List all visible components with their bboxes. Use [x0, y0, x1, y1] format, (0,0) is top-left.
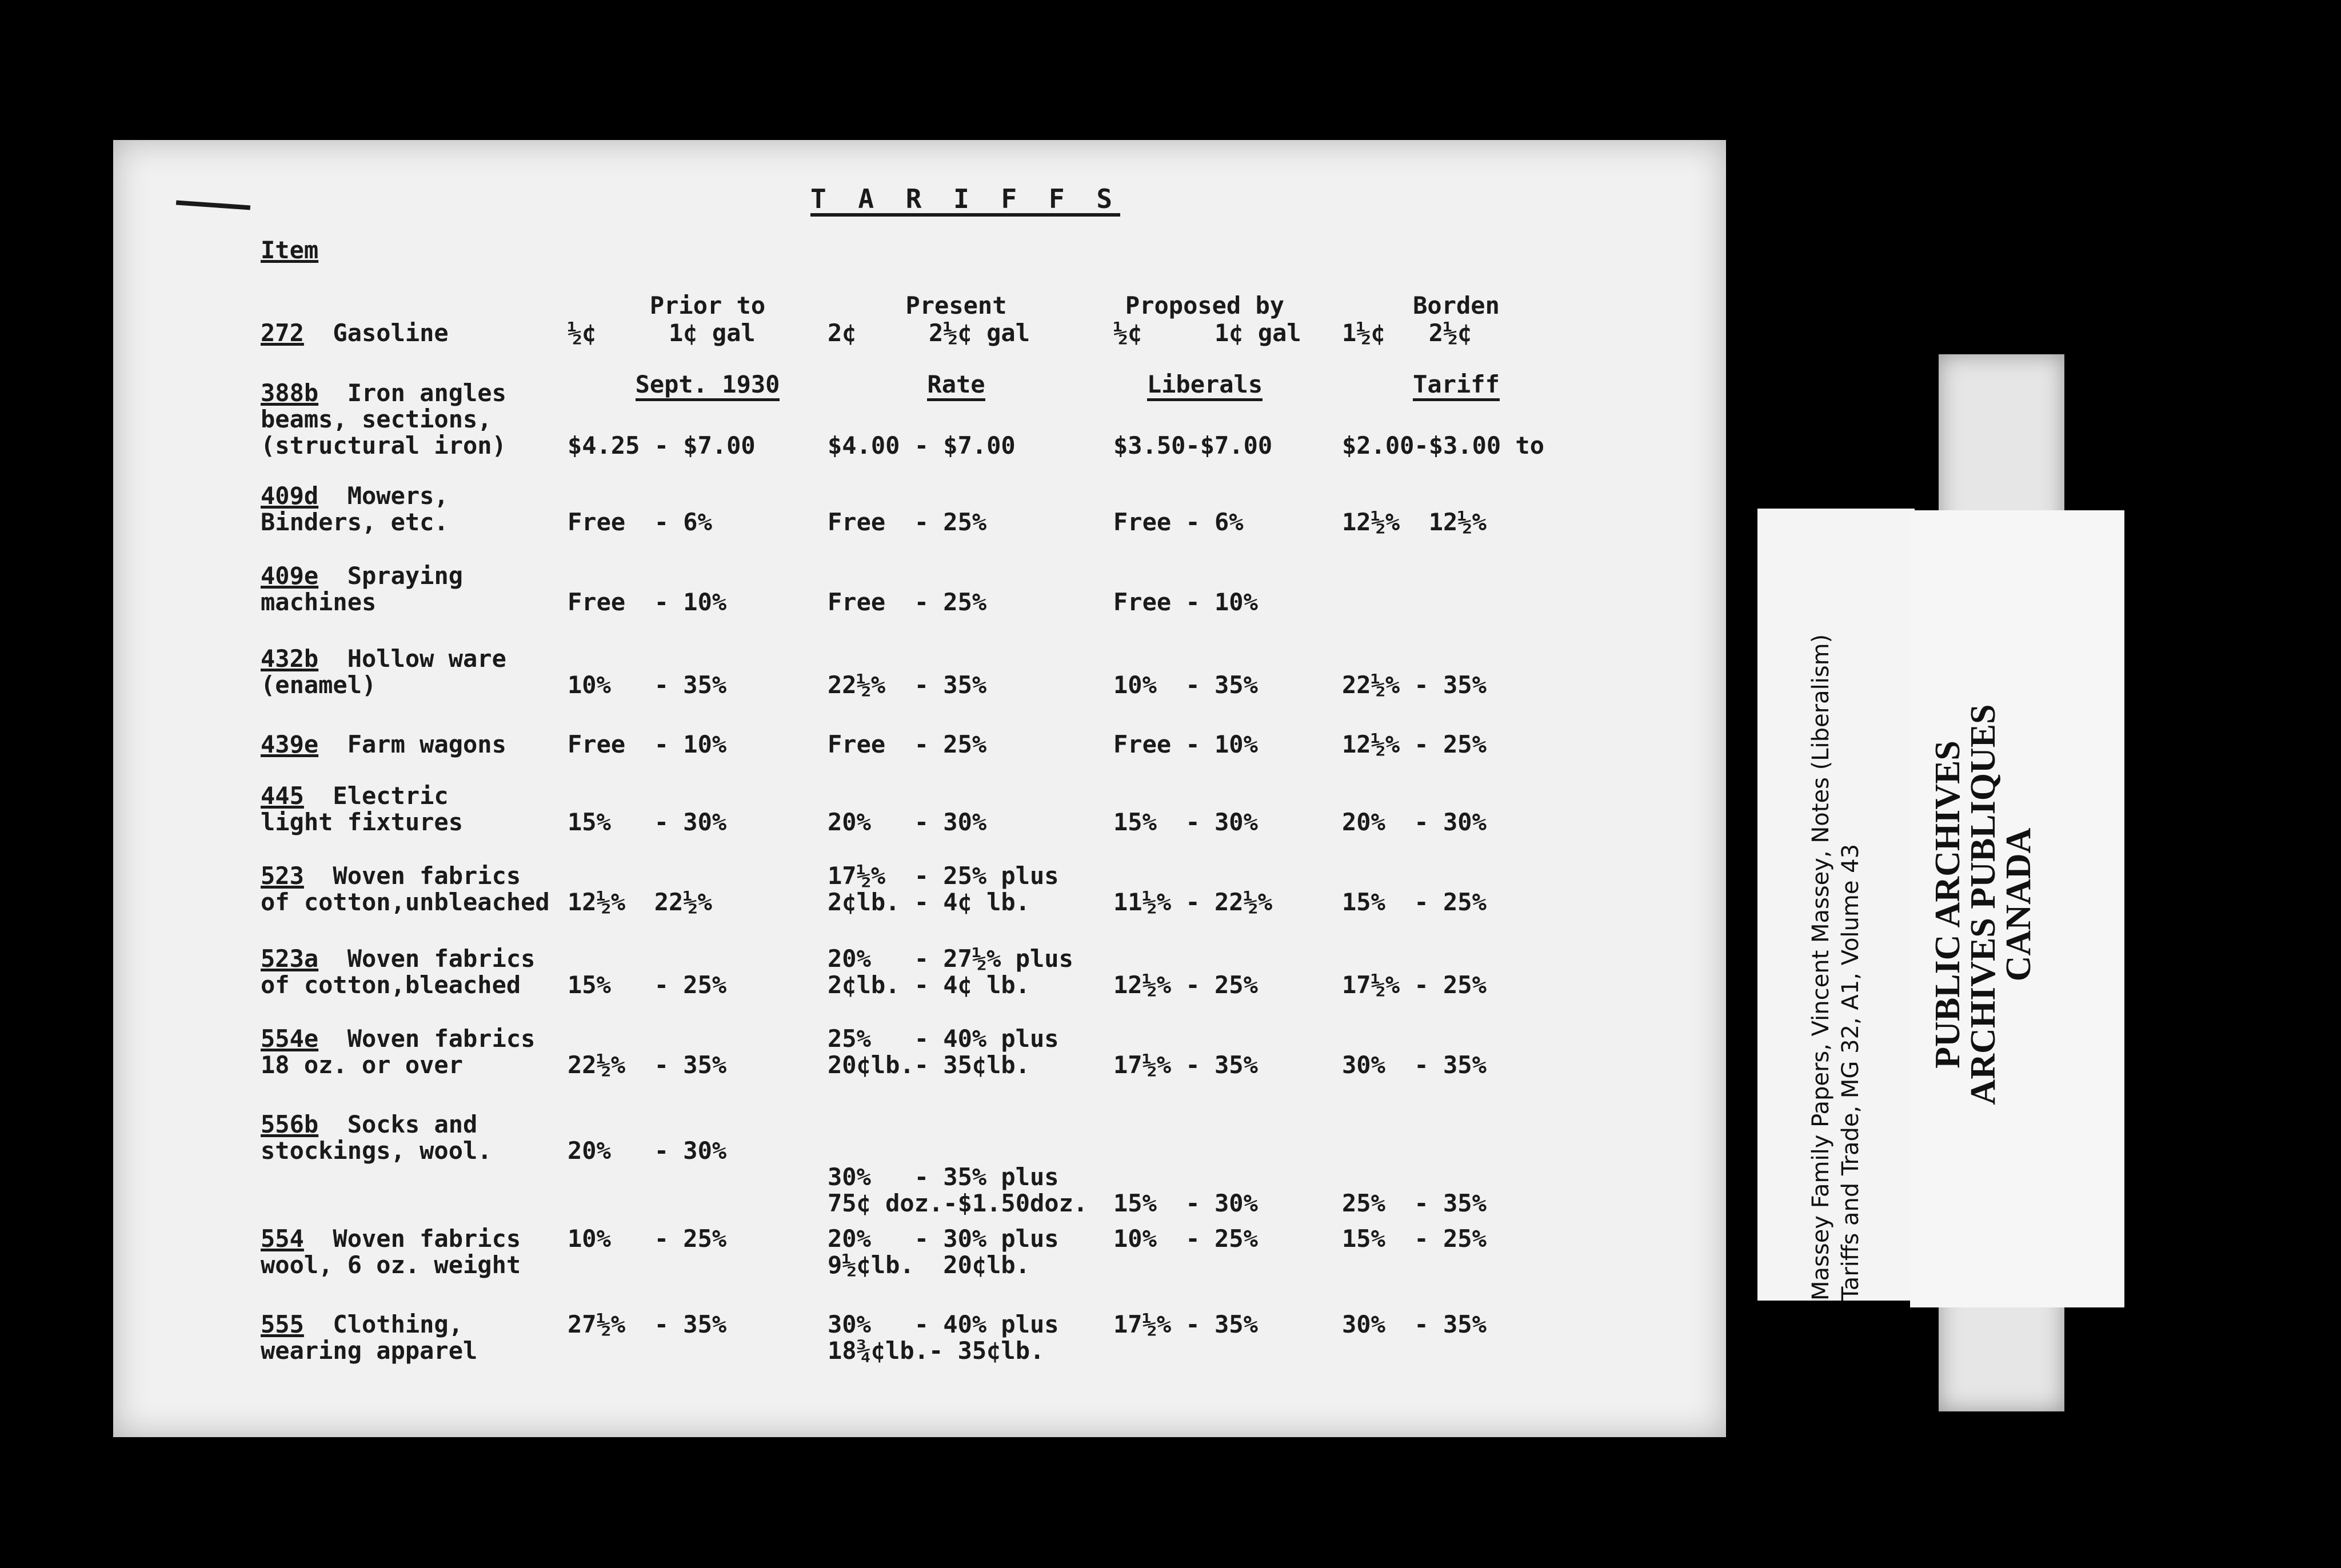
rate-borden: [1342, 563, 1356, 615]
rate-line: 17½% - 35%: [1113, 1051, 1258, 1079]
rate-line: 20% - 30%: [828, 808, 987, 836]
header-proposed-line2: Liberals: [1147, 370, 1263, 401]
rate-line: 75¢ doz.-$1.50doz.: [828, 1189, 1088, 1217]
rate-line: [828, 380, 1016, 406]
item-code: 388b: [261, 379, 319, 407]
rate-line: [568, 1252, 726, 1278]
rate-present: [828, 1026, 1059, 1078]
rate-line: [1342, 483, 1487, 509]
rate-line: 25% - 35%: [1342, 1189, 1487, 1217]
item-desc-line: (structural iron): [261, 431, 506, 459]
rate-line: 15% - 25%: [1342, 888, 1487, 916]
rate-prior: [568, 1111, 726, 1217]
item-desc-line: stockings, wool.: [261, 1137, 492, 1165]
archive-label-line2: Tariffs and Trade, MG 32, A1, Volume 43: [1837, 843, 1864, 1301]
rate-line: 11½% - 22½%: [1113, 888, 1273, 916]
rate-line: ½¢ 1¢ gal: [1113, 319, 1301, 347]
rate-borden: [1342, 380, 1544, 459]
rate-line: 15% - 25%: [568, 971, 727, 999]
rate-line: Free - 25%: [828, 588, 987, 616]
rate-prior: [568, 731, 726, 758]
rate-proposed: [1113, 380, 1272, 459]
rate-proposed: [1113, 946, 1258, 998]
rate-line: [568, 783, 726, 809]
rate-line: 10% - 35%: [1113, 671, 1258, 699]
rate-line: 15% - 30%: [568, 808, 727, 836]
rate-line: [1113, 406, 1272, 433]
rate-line: [1113, 946, 1258, 972]
rate-line: 12½% - 25%: [1113, 971, 1258, 999]
item-description: [261, 863, 550, 915]
rate-line: [568, 406, 756, 433]
rate-line: [828, 483, 986, 509]
rate-line: [1113, 1252, 1258, 1278]
item-description: [261, 731, 506, 758]
rate-line: 30% - 35%: [1342, 1051, 1487, 1079]
rate-line: [1342, 783, 1487, 809]
rate-line: 12½% 22½%: [568, 888, 712, 916]
rate-line: 2¢ 2½¢ gal: [828, 319, 1030, 347]
item-desc-line: 18 oz. or over: [261, 1051, 464, 1079]
rate-prior: [568, 783, 726, 835]
rate-line: 20% - 30% plus: [828, 1225, 1059, 1253]
item-description: [261, 1026, 535, 1078]
rate-line: [1342, 1026, 1487, 1052]
rate-proposed: [1113, 1311, 1258, 1364]
rate-line: 30% - 35% plus: [828, 1163, 1059, 1191]
header-proposed-line1: Proposed by: [1125, 291, 1285, 319]
rate-line: [568, 1026, 726, 1052]
item-description: [261, 783, 463, 835]
archive-stamp-line3: CANADA: [1999, 827, 2038, 982]
rate-line: [1342, 589, 1356, 615]
rate-line: 12½% 12½%: [1342, 508, 1487, 536]
item-desc-line: Woven fabrics: [318, 945, 536, 973]
rate-borden: [1342, 1026, 1487, 1078]
rate-line: [1342, 406, 1544, 433]
item-description: [261, 646, 506, 698]
rate-line: [828, 406, 1016, 433]
rate-line: [1342, 646, 1487, 672]
archive-label-text: [1806, 509, 1865, 1301]
rate-present: [828, 1311, 1059, 1364]
rate-borden: [1342, 483, 1487, 535]
rate-borden: [1342, 783, 1487, 835]
item-desc-line: beams, sections,: [261, 405, 492, 433]
header-present-line2: Rate: [927, 370, 985, 401]
rate-line: 15% - 30%: [1113, 1189, 1258, 1217]
rate-line: ½¢ 1¢ gal: [568, 319, 756, 347]
rate-prior: [568, 320, 756, 346]
rate-line: 15% - 25%: [1342, 1225, 1487, 1253]
item-desc-line: machines: [261, 588, 377, 616]
item-description: [261, 1226, 521, 1278]
rate-present: [828, 563, 986, 615]
rate-line: [1113, 1111, 1258, 1138]
item-description: [261, 483, 449, 535]
rate-line: [1342, 1138, 1487, 1164]
rate-line: 20% - 30%: [1342, 808, 1487, 836]
rate-line: $4.25 - $7.00: [568, 431, 756, 459]
item-description: [261, 946, 535, 998]
item-desc-line: Gasoline: [303, 319, 449, 347]
header-item: Item: [261, 236, 319, 264]
item-code: 432b: [261, 645, 319, 673]
item-desc-line: Woven fabrics: [303, 862, 521, 890]
header-prior-line1: Prior to: [649, 291, 766, 319]
rate-line: $4.00 - $7.00: [828, 431, 1016, 459]
rate-line: [568, 1164, 726, 1190]
rate-line: [1113, 483, 1244, 509]
rate-line: [1113, 563, 1258, 589]
rate-line: 10% - 25%: [1113, 1225, 1258, 1253]
rate-line: [1342, 1111, 1487, 1138]
rate-borden: [1342, 1226, 1487, 1278]
header-borden-line1: Borden: [1413, 291, 1500, 319]
header-present-line1: Present: [905, 291, 1007, 319]
item-code: 556b: [261, 1110, 319, 1138]
item-desc-line: of cotton,unbleached: [261, 888, 550, 916]
item-desc-line: Electric: [303, 782, 449, 810]
item-desc-line: (enamel): [261, 671, 377, 699]
rate-borden: [1342, 646, 1487, 698]
rate-line: [1113, 380, 1272, 406]
rate-line: [1342, 563, 1356, 589]
item-desc-line: Woven fabrics: [318, 1025, 536, 1053]
rate-borden: [1342, 320, 1472, 346]
item-code: 554: [261, 1225, 304, 1253]
document-title: T A R I F F S: [810, 186, 1120, 217]
rate-borden: [1342, 1111, 1487, 1217]
rate-line: [1113, 863, 1272, 889]
rate-line: [568, 946, 726, 972]
rate-present: [828, 1226, 1059, 1278]
item-code: 409d: [261, 482, 319, 510]
rate-line: [828, 1138, 1088, 1164]
rate-proposed: [1113, 563, 1258, 615]
rate-line: 17½% - 35%: [1113, 1310, 1258, 1338]
item-code: 439e: [261, 730, 319, 758]
rate-present: [828, 483, 986, 535]
rate-line: 10% - 35%: [568, 671, 727, 699]
rate-line: Free - 25%: [828, 508, 987, 536]
rate-borden: [1342, 1311, 1487, 1364]
rate-line: [1342, 1338, 1487, 1364]
item-desc-line: [261, 1164, 492, 1190]
item-code: 555: [261, 1310, 304, 1338]
rate-line: [1342, 380, 1544, 406]
header-borden-line2: Tariff: [1413, 370, 1500, 401]
rate-line: 15% - 30%: [1113, 808, 1258, 836]
item-desc-line: Spraying: [318, 562, 464, 590]
item-desc-line: Woven fabrics: [303, 1225, 521, 1253]
rate-line: [568, 646, 726, 672]
item-desc-line: Iron angles: [318, 379, 506, 407]
rate-line: $2.00-$3.00 to: [1342, 431, 1545, 459]
item-desc-line: wool, 6 oz. weight: [261, 1251, 521, 1279]
header-prior-line2: Sept. 1930: [636, 370, 780, 401]
item-code: 445: [261, 782, 304, 810]
rate-line: 27½% - 35%: [568, 1310, 727, 1338]
rate-line: 17½% - 25%: [1342, 971, 1487, 999]
rate-line: 2¢lb. - 4¢ lb.: [828, 888, 1030, 916]
item-description: [261, 1311, 477, 1364]
rate-proposed: [1113, 1111, 1258, 1217]
archive-stamp-line1: PUBLIC ARCHIVES: [1928, 741, 1967, 1069]
rate-line: 20% - 27½% plus: [828, 945, 1073, 973]
rate-line: 22½% - 35%: [568, 1051, 727, 1079]
rate-line: [568, 483, 712, 509]
pen-mark: [176, 200, 250, 210]
archive-stamp: [1930, 647, 2036, 1162]
rate-line: 22½% - 35%: [1342, 671, 1487, 699]
item-desc-line: [261, 1190, 492, 1217]
rate-present: [828, 646, 986, 698]
rate-borden: [1342, 731, 1487, 758]
item-code: 554e: [261, 1025, 319, 1053]
rate-prior: [568, 483, 712, 535]
rate-borden: [1342, 863, 1487, 915]
rate-line: Free - 10%: [1113, 730, 1258, 758]
rate-line: [1342, 1252, 1487, 1278]
rate-line: 25% - 40% plus: [828, 1025, 1059, 1053]
rate-line: 10% - 25%: [568, 1225, 727, 1253]
rate-proposed: [1113, 863, 1272, 915]
item-description: [261, 563, 463, 615]
rate-prior: [568, 646, 726, 698]
item-code: 272: [261, 319, 304, 347]
rate-present: [828, 320, 1030, 346]
rate-line: [1113, 1164, 1258, 1190]
rate-line: [1113, 783, 1258, 809]
rate-prior: [568, 1311, 726, 1364]
item-desc-line: wearing apparel: [261, 1337, 478, 1365]
rate-line: 1½¢ 2½¢: [1342, 319, 1472, 347]
rate-proposed: [1113, 1026, 1258, 1078]
rate-line: [568, 1190, 726, 1217]
rate-line: [828, 1111, 1088, 1138]
rate-line: [568, 380, 756, 406]
rate-line: 17½% - 25% plus: [828, 862, 1059, 890]
rate-line: 18¾¢lb.- 35¢lb.: [828, 1337, 1045, 1365]
rate-line: 2¢lb. - 4¢ lb.: [828, 971, 1030, 999]
item-desc-line: Clothing,: [303, 1310, 464, 1338]
item-description: [261, 1111, 492, 1217]
rate-line: Free - 25%: [828, 730, 987, 758]
rate-line: 20¢lb.- 35¢lb.: [828, 1051, 1030, 1079]
rate-line: 30% - 35%: [1342, 1310, 1487, 1338]
rate-line: Free - 6%: [1113, 508, 1244, 536]
rate-prior: [568, 946, 726, 998]
rate-present: [828, 1111, 1088, 1217]
rate-line: Free - 6%: [568, 508, 712, 536]
rate-line: [568, 1111, 726, 1138]
rate-line: Free - 10%: [1113, 588, 1258, 616]
item-desc-line: Socks and: [318, 1110, 478, 1138]
rate-line: $3.50-$7.00: [1113, 431, 1273, 459]
rate-prior: [568, 563, 726, 615]
rate-present: [828, 946, 1073, 998]
item-code: 523: [261, 862, 304, 890]
item-desc-line: Mowers,: [318, 482, 449, 510]
rate-proposed: [1113, 646, 1258, 698]
rate-line: [1113, 1026, 1258, 1052]
rate-line: [1342, 863, 1487, 889]
item-code: 409e: [261, 562, 319, 590]
rate-prior: [568, 380, 756, 459]
typed-document-sheet: [113, 140, 1726, 1437]
rate-line: [1342, 1164, 1487, 1190]
rate-line: [568, 863, 712, 889]
rate-line: [1113, 1338, 1258, 1364]
rate-proposed: [1113, 731, 1258, 758]
rate-proposed: [1113, 783, 1258, 835]
rate-prior: [568, 1026, 726, 1078]
archive-stamp-line2: ARCHIVES PUBLIQUES: [1964, 704, 2003, 1105]
rate-present: [828, 731, 986, 758]
rate-line: 30% - 40% plus: [828, 1310, 1059, 1338]
rate-line: [1113, 646, 1258, 672]
rate-borden: [1342, 946, 1487, 998]
rate-line: [568, 563, 726, 589]
item-desc-line: Hollow ware: [318, 645, 506, 673]
item-description: [261, 380, 506, 459]
rate-present: [828, 380, 1016, 459]
rate-line: 12½% - 25%: [1342, 730, 1487, 758]
item-desc-line: of cotton,bleached: [261, 971, 521, 999]
rate-line: [568, 1338, 726, 1364]
rate-proposed: [1113, 1226, 1258, 1278]
rate-prior: [568, 1226, 726, 1278]
rate-line: 9½¢lb. 20¢lb.: [828, 1251, 1030, 1279]
rate-line: [828, 783, 986, 809]
rate-proposed: [1113, 320, 1301, 346]
item-desc-line: Binders, etc.: [261, 508, 449, 536]
item-desc-line: Farm wagons: [318, 730, 506, 758]
rate-line: 22½% - 35%: [828, 671, 987, 699]
rate-line: Free - 10%: [568, 588, 727, 616]
rate-present: [828, 863, 1059, 915]
rate-line: [828, 563, 986, 589]
rate-present: [828, 783, 986, 835]
rate-line: 20% - 30%: [568, 1137, 727, 1165]
rate-line: Free - 10%: [568, 730, 727, 758]
rate-line: [828, 646, 986, 672]
item-description: [261, 320, 449, 346]
rate-line: [1342, 946, 1487, 972]
rate-line: [1113, 1138, 1258, 1164]
archive-label-line1: Massey Family Papers, Vincent Massey, Notes (Liberalism): [1808, 634, 1834, 1301]
item-desc-line: light fixtures: [261, 808, 464, 836]
rate-prior: [568, 863, 712, 915]
rate-proposed: [1113, 483, 1244, 535]
item-code: 523a: [261, 945, 319, 973]
